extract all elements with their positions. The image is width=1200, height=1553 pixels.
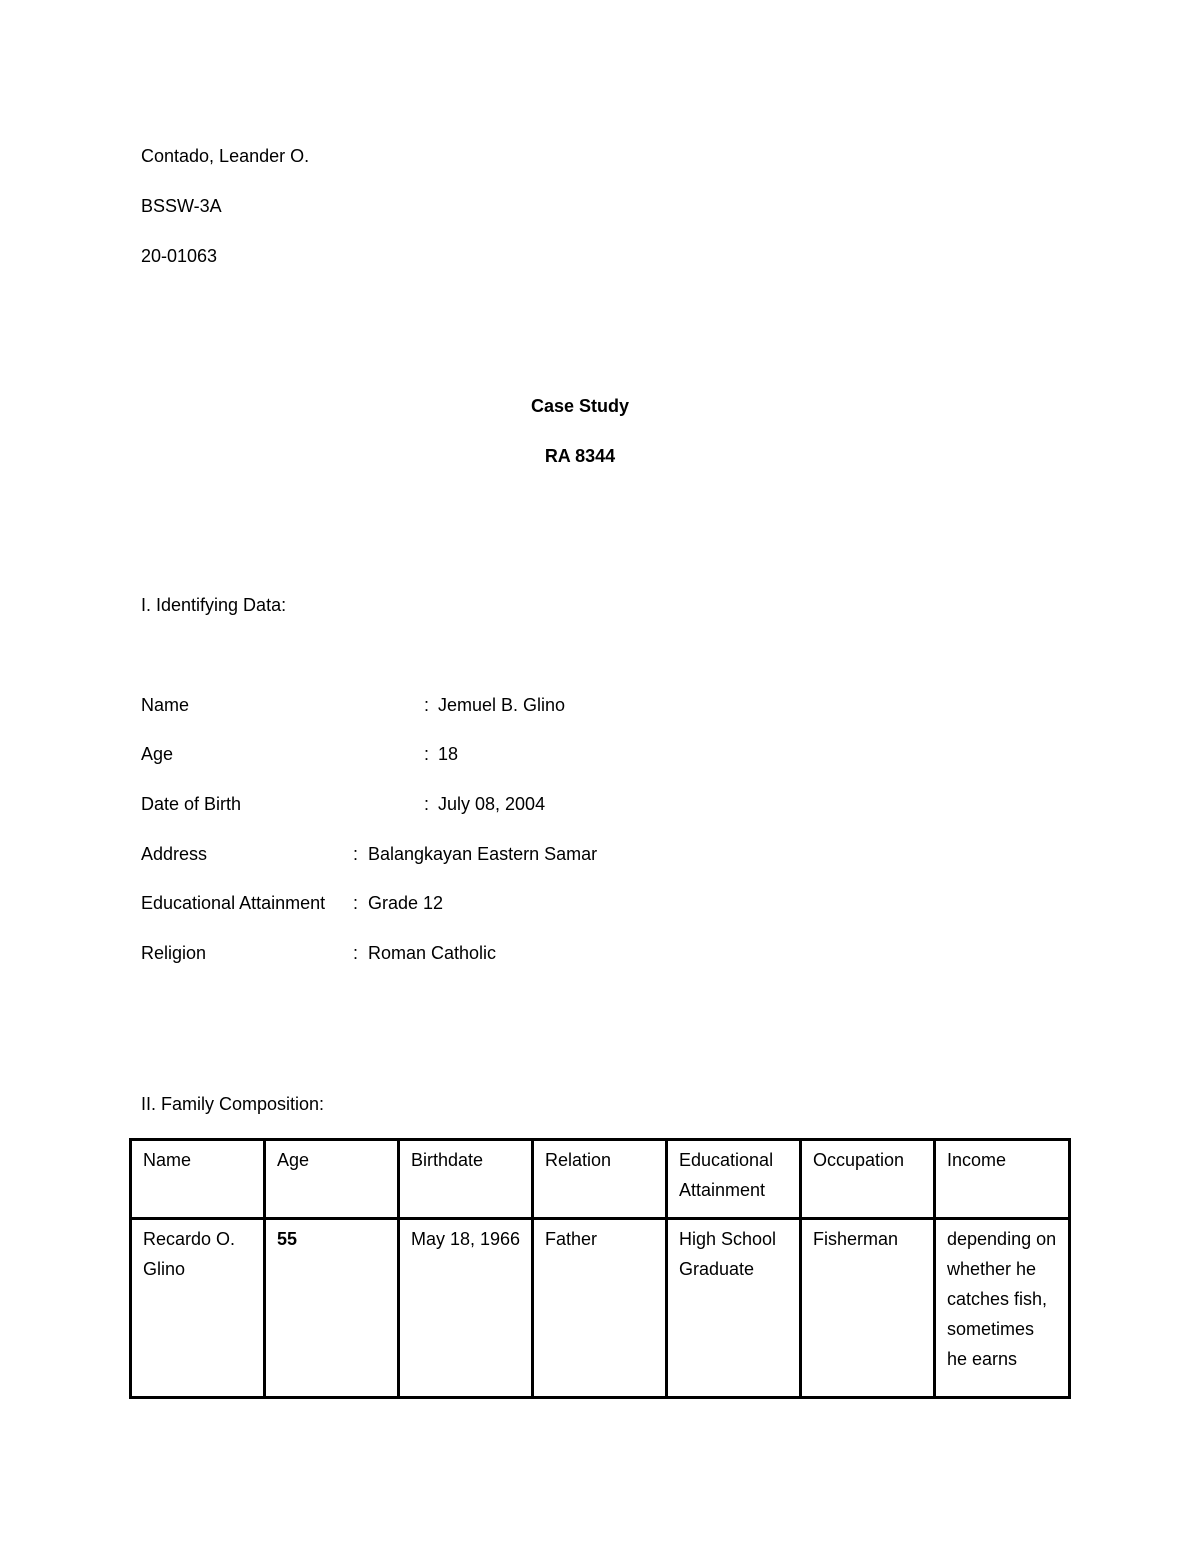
field-label: Age [141, 744, 174, 764]
field-value: 18 [438, 744, 459, 764]
section-heading-family-composition: II. Family Composition: [141, 1094, 325, 1114]
field-separator: : [424, 744, 430, 764]
field-separator: : [424, 794, 430, 814]
field-label: Educational Attainment [141, 893, 326, 913]
table-header-cell: Birthdate [399, 1140, 533, 1219]
student-name: Contado, Leander O. [141, 146, 310, 166]
field-separator: : [353, 893, 359, 913]
field-value: Roman Catholic [368, 943, 497, 963]
section-heading-identifying-data: I. Identifying Data: [141, 595, 287, 615]
table-header-cell: Age [265, 1140, 399, 1219]
field-separator: : [353, 844, 359, 864]
document-subtitle: RA 8344 [544, 446, 616, 466]
table-row [131, 1219, 1070, 1398]
field-separator: : [424, 695, 430, 715]
student-id: 20-01063 [141, 246, 218, 266]
table-cell-educational-attainment: High School Graduate [667, 1219, 801, 1398]
table-header-cell: Income [935, 1140, 1070, 1219]
field-label: Date of Birth [141, 794, 242, 814]
table-cell-birthdate: May 18, 1966 [399, 1219, 533, 1398]
table-header-cell: Occupation [801, 1140, 935, 1219]
field-value: Grade 12 [368, 893, 444, 913]
document-title: Case Study [530, 396, 630, 416]
student-section: BSSW-3A [141, 196, 222, 216]
family-composition-table [129, 1138, 1071, 1399]
field-separator: : [353, 943, 359, 963]
table-header-cell: Relation [533, 1140, 667, 1219]
field-label: Address [141, 844, 208, 864]
field-value: Jemuel B. Glino [438, 695, 566, 715]
field-label: Name [141, 695, 190, 715]
table-cell-occupation: Fisherman [801, 1219, 935, 1398]
table-cell-income: depending on whether he catches fish, sometimes he earns [935, 1219, 1070, 1398]
table-header-cell: Educational Attainment [667, 1140, 801, 1219]
field-value: July 08, 2004 [438, 794, 546, 814]
field-label: Religion [141, 943, 207, 963]
table-cell-relation: Father [533, 1219, 667, 1398]
field-value: Balangkayan Eastern Samar [368, 844, 598, 864]
table-cell-name: Recardo O. Glino [131, 1219, 265, 1398]
table-header-row [131, 1140, 1070, 1219]
table-cell-age: 55 [265, 1219, 399, 1398]
table-header-cell: Name [131, 1140, 265, 1219]
